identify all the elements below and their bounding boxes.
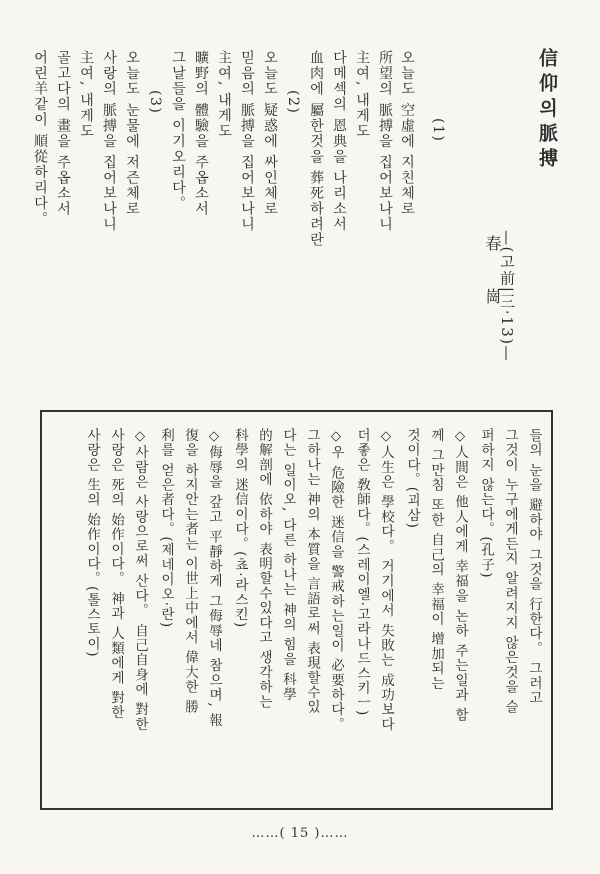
- proverb-line: 그하나는 神의 本質을 言語로써 表現할수있: [304, 428, 320, 715]
- poem-line: 오늘도 疑惑에 싸인체로: [262, 50, 278, 217]
- page-number: ……( 15 )……: [251, 826, 349, 841]
- proverb-line: ◇人間은 他人에게 幸福을 논하 주는일과 함: [452, 428, 468, 723]
- proverb-line: 다는 일이오, 다른 하나는 神의 힘을 科學: [280, 428, 296, 702]
- poem-title: 信仰의脈搏: [536, 48, 558, 173]
- poem-author: 春 崗: [483, 235, 502, 321]
- poem-line: 曠野의 體驗을 주옵소서: [193, 50, 209, 217]
- proverb-line: 利를 얻은者다。(제네이오‧란): [158, 428, 174, 629]
- poem-line: 어린羊같이 順從하리다。: [32, 50, 48, 227]
- proverb-line: 사랑은 生의 始作이다。(톨스토이): [84, 428, 100, 658]
- stanza-number: (1): [430, 118, 446, 143]
- proverb-line: ◇사람은 사랑으로써 산다。 自己自身에 對한: [132, 428, 148, 732]
- poem-line: 오늘도 空虛에 지친체로: [399, 50, 415, 217]
- proverb-line: 復을 하지안는者는 이世上中에서 偉大한 勝: [182, 428, 198, 715]
- poem-line: 血肉에 屬한것을 葬死하려란: [308, 50, 324, 248]
- proverb-line: 더좋은 敎師다。(스레이엘‧고라나드스키ㅡ): [354, 428, 370, 717]
- poem-line: 믿음의 脈搏을 집어보나니: [239, 50, 255, 233]
- poem-line: 主여, 내게도: [216, 50, 232, 140]
- stanza-number: (2): [285, 90, 301, 115]
- proverb-line: 퍼하지 않는다。(孔子): [478, 428, 494, 579]
- proverb-line: 께 그만침 또한 自己의 幸福이 增加되는: [428, 428, 444, 691]
- poem-line: 골고다의 畫을 주옵소서: [55, 50, 71, 217]
- stanza-number: (3): [147, 90, 163, 115]
- proverb-line: 것이다。(괴삼): [404, 428, 420, 530]
- poem-line: 오늘도 눈물에 저즌체로: [124, 50, 140, 217]
- proverb-line: 사랑은 死의 始作이다。 神과 人類에게 對한: [108, 428, 124, 721]
- poem-subtitle: —(고前|三‧13)—: [498, 230, 516, 363]
- poem-line: 그날들을 이기오리다。: [170, 50, 186, 211]
- poem-line: 主여, 내게도: [354, 50, 370, 140]
- proverb-line: ◇人生은 學校다。 거기에서 失敗는 成功보다: [378, 428, 394, 732]
- proverb-line: 的解剖에 依하야 表明할수있다고 생각하는: [256, 428, 272, 710]
- proverb-line: 그것이 누구에게든지 알려지지 않은것을 슬: [502, 428, 518, 715]
- proverb-line: 科學의 迷信이다。(쵸‧라스킨): [232, 428, 248, 629]
- proverb-line: 들의 눈을 避하야 그것을 行한다。 그러고: [526, 428, 542, 706]
- poem-line: 主여, 내게도: [78, 50, 94, 140]
- proverb-line: ◇侮辱을 갚고 平靜하게 그侮辱네 참으며, 報: [206, 428, 222, 729]
- poem-line: 所望의 脈搏을 집어보나니: [377, 50, 393, 233]
- poem-line: 다메섹의 恩典을 나리소서: [331, 50, 347, 233]
- poem-line: 사랑의 脈搏을 집어보나니: [101, 50, 117, 233]
- proverb-line: ◇우 危險한 迷信을 警戒하는일이 必要하다。: [328, 428, 344, 732]
